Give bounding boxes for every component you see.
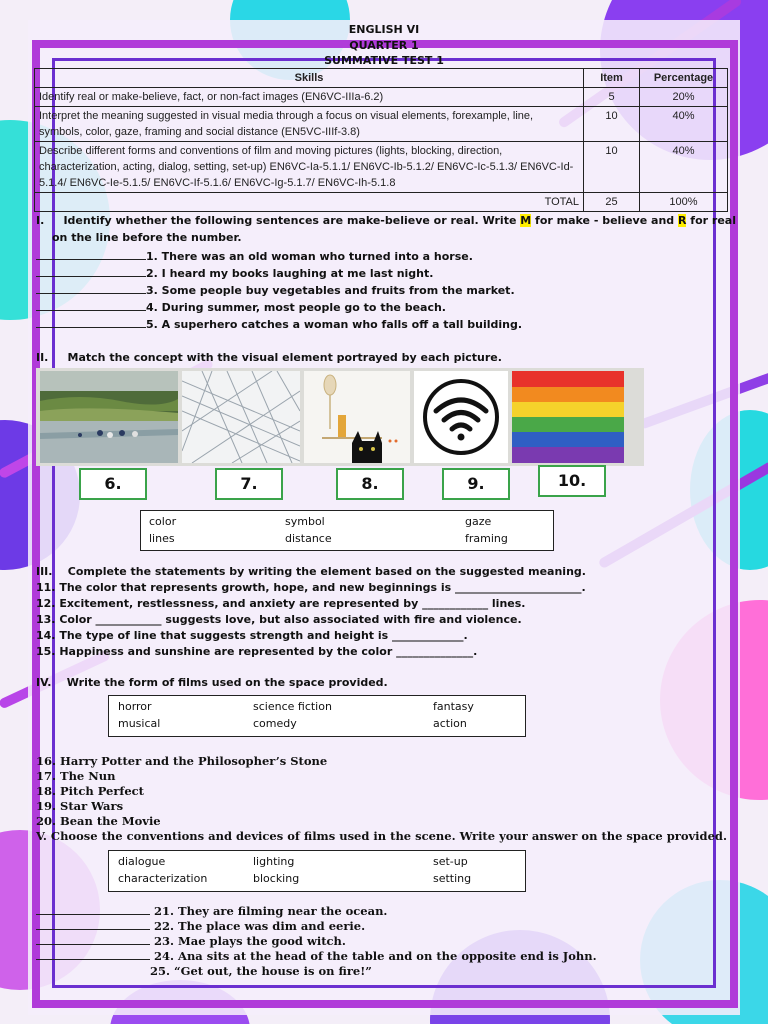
list-item: 20. Bean the Movie <box>36 814 161 828</box>
list-item <box>36 282 736 299</box>
table-header-row <box>35 69 728 88</box>
cell-skill: Interpret the meaning suggested in visual media through a focus on visual elements, forexample, line, symbols, color, gaze, framing and social distance (EN5VC-IIIf-3.8) <box>35 107 584 142</box>
part1-section <box>36 214 736 333</box>
table-row <box>35 142 728 193</box>
part4-instr: Write the form of films used on the space provided. <box>66 676 388 689</box>
part5-items <box>36 904 736 979</box>
word-bank-item: gaze <box>465 515 492 528</box>
part3-instruction <box>36 564 736 580</box>
word-bank-item: symbol <box>285 515 325 528</box>
list-item <box>36 964 736 979</box>
word-bank-item: horror <box>118 700 152 713</box>
part3-roman: III. <box>36 565 53 578</box>
part4-word-bank <box>108 695 526 737</box>
answer-line[interactable] <box>36 949 150 960</box>
landscape-image <box>40 371 178 463</box>
list-item <box>36 316 736 333</box>
title-english: ENGLISH VI <box>348 23 420 36</box>
list-item: 15. Happiness and sunshine are represented by the color ______________. <box>36 645 478 658</box>
lines-image <box>182 371 300 463</box>
number-box-7[interactable]: 7. <box>215 468 283 500</box>
answer-line[interactable] <box>36 299 146 311</box>
word-bank-item: color <box>149 515 177 528</box>
part1-instr-a: Identify whether the following sentences are make-believe or real. Write <box>63 214 521 227</box>
list-item <box>36 949 736 964</box>
table-row <box>35 107 728 142</box>
cell-skill: Describe different forms and conventions of film and moving pictures (lights, blocking, direction, characterization, acting, dialog, setting, set-up) EN6VC-Ia-5.1.1/ EN6VC-Ib-5.1.2/ EN6VC-Ic-5.1.3/ EN6VC-Id-5.1.4/ EN6VC-Ie-5.1.5/ EN6VC-If-5.1.6/ EN6VC-Ig-5.1.7/ EN6VC-Ih-5.1.8 <box>35 142 584 193</box>
list-item <box>36 299 736 316</box>
list-item: 17. The Nun <box>36 769 116 783</box>
answer-line[interactable] <box>36 919 150 930</box>
word-bank-item: characterization <box>118 872 208 885</box>
rainbow-image <box>512 371 624 463</box>
item-text: 21. They are filming near the ocean. <box>154 904 388 918</box>
cat-image <box>304 371 410 463</box>
number-box-10[interactable]: 10. <box>538 465 606 497</box>
part3-instr: Complete the statements by writing the element based on the suggested meaning. <box>67 565 586 578</box>
number-box-6[interactable]: 6. <box>79 468 147 500</box>
wifi-symbol-icon <box>414 371 508 463</box>
list-item: 12. Excitement, restlessness, and anxiety are represented by ____________ lines. <box>36 597 526 610</box>
list-item <box>36 248 736 265</box>
cell-total-item: 25 <box>584 193 640 212</box>
part5-instruction: V. Choose the conventions and devices of films used in the scene. Write your answer on the space provided. <box>36 829 727 843</box>
answer-line[interactable] <box>36 282 146 294</box>
word-bank-item: science fiction <box>253 700 332 713</box>
picture-wifi <box>414 371 508 463</box>
cell-percentage: 20% <box>640 88 728 107</box>
part1-instr-c: for real <box>686 214 736 227</box>
table-row <box>35 88 728 107</box>
title-test: SUMMATIVE TEST 1 <box>324 54 444 67</box>
picture-cat <box>304 371 410 463</box>
list-item <box>36 934 736 949</box>
part2-instruction <box>36 351 502 364</box>
list-item <box>36 919 736 934</box>
skills-table <box>34 68 728 212</box>
word-bank-item: framing <box>465 532 508 545</box>
answer-line[interactable] <box>36 934 150 945</box>
part4-instruction <box>36 676 388 689</box>
cell-total-percentage: 100% <box>640 193 728 212</box>
list-item: 19. Star Wars <box>36 799 124 813</box>
highlight-r: R <box>677 214 687 227</box>
picture-lines <box>182 371 300 463</box>
word-bank-item: setting <box>433 872 472 885</box>
list-item: 14. The type of line that suggests strength and height is _____________. <box>36 629 468 642</box>
title-quarter: QUARTER 1 <box>349 39 419 52</box>
word-bank-item: distance <box>285 532 332 545</box>
word-bank-item: lighting <box>253 855 295 868</box>
item-text: 25. “Get out, the house is on fire!” <box>150 964 372 978</box>
part2-instr: Match the concept with the visual element portrayed by each picture. <box>67 351 502 364</box>
item-text: 1. There was an old woman who turned into a horse. <box>146 250 473 263</box>
answer-line[interactable] <box>36 316 146 328</box>
number-box-9[interactable]: 9. <box>442 468 510 500</box>
item-text: 24. Ana sits at the head of the table and on the opposite end is John. <box>154 949 597 963</box>
cell-percentage: 40% <box>640 142 728 193</box>
list-item: 13. Color ____________ suggests love, but also associated with fire and violence. <box>36 613 522 626</box>
highlight-m: M <box>520 214 532 227</box>
word-bank-item: comedy <box>253 717 297 730</box>
word-bank-item: set-up <box>433 855 468 868</box>
list-item: 11. The color that represents growth, hope, and new beginnings is _______________________. <box>36 581 586 594</box>
list-item <box>36 265 736 282</box>
part4-roman: IV. <box>36 676 52 689</box>
part5-word-bank <box>108 850 526 892</box>
word-bank-item: action <box>433 717 467 730</box>
word-bank-item: fantasy <box>433 700 474 713</box>
cell-total-label: TOTAL <box>35 193 584 212</box>
part2-roman: II. <box>36 351 49 364</box>
part1-roman: I. <box>36 214 45 227</box>
header-item: Item <box>584 69 640 88</box>
picture-landscape <box>40 371 178 463</box>
picture-strip <box>36 368 644 466</box>
part1-instruction-cont: on the line before the number. <box>52 231 242 244</box>
header-skills: Skills <box>35 69 584 88</box>
item-text: 23. Mae plays the good witch. <box>154 934 346 948</box>
item-text: 4. During summer, most people go to the beach. <box>146 301 446 314</box>
cell-item: 5 <box>584 88 640 107</box>
number-box-8[interactable]: 8. <box>336 468 404 500</box>
item-text: 3. Some people buy vegetables and fruits from the market. <box>146 284 515 297</box>
part3-section <box>36 564 736 660</box>
item-text: 5. A superhero catches a woman who falls off a tall building. <box>146 318 523 331</box>
list-item: 18. Pitch Perfect <box>36 784 144 798</box>
part2-word-bank <box>140 510 554 551</box>
cell-item: 10 <box>584 142 640 193</box>
picture-rainbow <box>512 371 624 463</box>
answer-line[interactable] <box>36 248 146 260</box>
cell-skill: Identify real or make-believe, fact, or non-fact images (EN6VC-IIIa-6.2) <box>35 88 584 107</box>
word-bank-item: lines <box>149 532 175 545</box>
cell-percentage: 40% <box>640 107 728 142</box>
item-text: 2. I heard my books laughing at me last night. <box>146 267 434 280</box>
word-bank-item: musical <box>118 717 161 730</box>
part4-items <box>36 754 736 844</box>
list-item: 16. Harry Potter and the Philosopher’s Stone <box>36 754 328 768</box>
part1-instr-b: for make - believe and <box>531 214 678 227</box>
word-bank-item: blocking <box>253 872 300 885</box>
answer-line[interactable] <box>36 904 150 915</box>
cell-item: 10 <box>584 107 640 142</box>
table-total-row <box>35 193 728 212</box>
list-item <box>36 904 736 919</box>
item-text: 22. The place was dim and eerie. <box>154 919 366 933</box>
part1-instruction <box>36 214 736 231</box>
answer-line[interactable] <box>36 265 146 277</box>
answer-line[interactable] <box>36 964 146 975</box>
header-percentage: Percentage <box>640 69 728 88</box>
worksheet-content <box>34 22 734 212</box>
word-bank-item: dialogue <box>118 855 166 868</box>
